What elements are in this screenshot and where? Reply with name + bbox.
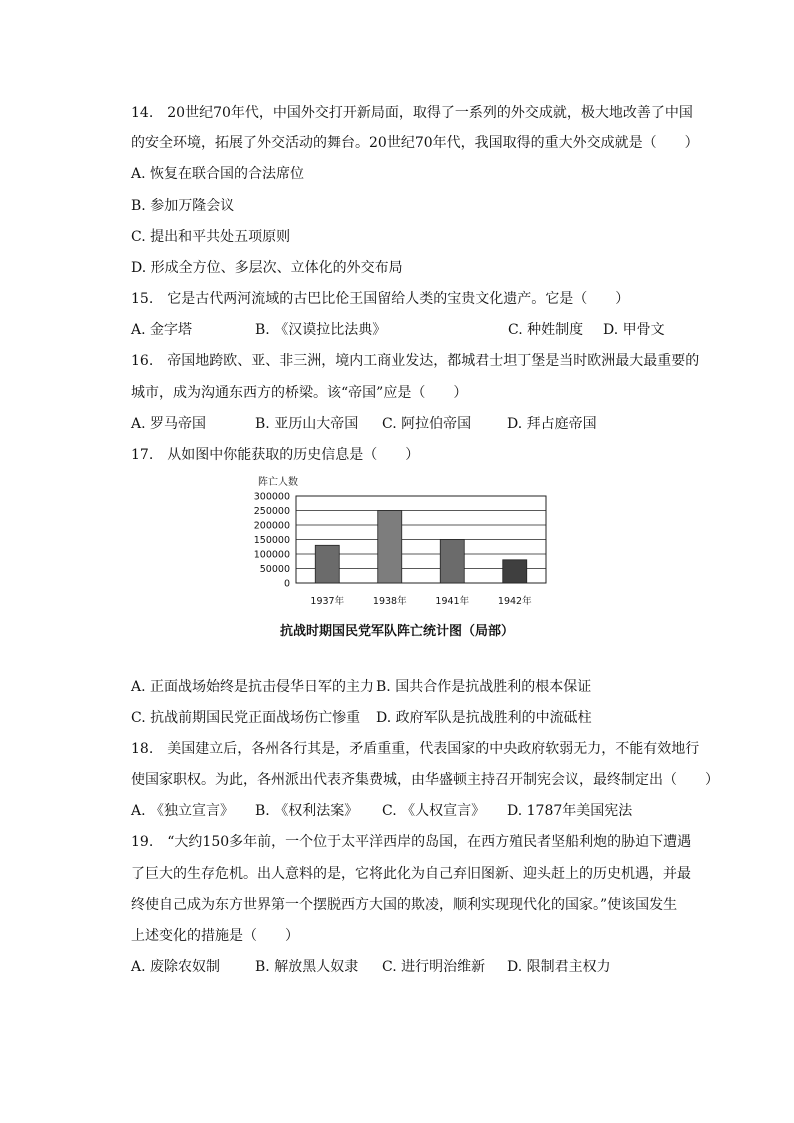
q14-stem-line2: 的安全环境，拓展了外交活动的舞台。20世纪70年代，我国取得的重大外交成就是（ ）: [131, 135, 699, 151]
q19-stem-line2: 了巨大的生存危机。出人意料的是，它将此化为自己弃旧图新、迎头赶上的历史机遇，并最: [131, 866, 691, 882]
q18-stem-line1: 18. 美国建立后，各州各行其是，矛盾重重，代表国家的中央政府软弱无力，不能有效地行: [131, 741, 700, 757]
chart-svg: [228, 470, 548, 620]
x-tick-label: 1938年: [372, 596, 407, 607]
q15-option-c: C. 种姓制度: [508, 322, 584, 338]
q16-option-a: A. 罗马帝国: [131, 416, 207, 432]
q19-option-a: A. 废除农奴制: [131, 959, 221, 975]
bar-1937年: [315, 545, 339, 583]
q19-stem-line3: 终使自己成为东方世界第一个摆脱西方大国的欺凌，顺利实现现代化的国家。”使该国发生: [131, 897, 678, 913]
q19-option-c: C. 进行明治维新: [382, 959, 486, 975]
bar-1942年: [503, 560, 527, 583]
q14-option-a: A. 恢复在联合国的合法席位: [131, 166, 305, 182]
y-tick-label: 250000: [253, 506, 290, 517]
q18-option-b: B. 《权利法案》: [255, 803, 359, 819]
q17-option-a: A. 正面战场始终是抗击侵华日军的主力: [131, 679, 375, 695]
chart-caption: 抗战时期国民党军队阵亡统计图（局部）: [279, 624, 514, 639]
q15-option-a: A. 金字塔: [131, 322, 193, 338]
q16-option-b: B. 亚历山大帝国: [255, 416, 359, 432]
q18-stem-line2: 使国家职权。为此，各州派出代表齐集费城，由华盛顿主持召开制宪会议，最终制定出（ ）: [131, 772, 719, 788]
q19-stem-line1: 19. “大约150多年前，一个位于太平洋西岸的岛国，在西方殖民者坚船利炮的胁迫下遭遇: [131, 834, 692, 850]
y-tick-label: 0: [283, 578, 290, 590]
q18-option-a: A. 《独立宣言》: [131, 803, 235, 819]
q18-option-c: C. 《人权宣言》: [382, 803, 486, 819]
q14-option-d: D. 形成全方位、多层次、立体化的外交布局: [131, 260, 403, 276]
q17-option-c: C. 抗战前期国民党正面战场伤亡惨重: [131, 710, 361, 726]
x-tick-label: 1941年: [435, 596, 470, 607]
bar-1941年: [440, 540, 464, 584]
q16-stem-line2: 城市，成为沟通东西方的桥梁。该“帝国”应是（ ）: [131, 385, 468, 401]
q16-option-c: C. 阿拉伯帝国: [382, 416, 472, 432]
q17-option-b: B. 国共合作是抗战胜利的根本保证: [376, 679, 592, 695]
y-axis-title: 阵亡人数: [258, 477, 298, 488]
q14-stem-line1: 14. 20世纪70年代，中国外交打开新局面，取得了一系列的外交成就，极大地改善了中国: [131, 105, 693, 121]
y-tick-label: 50000: [259, 564, 290, 575]
q17-option-d: D. 政府军队是抗战胜利的中流砥柱: [376, 710, 592, 726]
q14-option-b: B. 参加万隆会议: [131, 198, 235, 214]
bar-1938年: [378, 511, 402, 584]
q14-option-c: C. 提出和平共处五项原则: [131, 229, 291, 245]
x-tick-label: 1937年: [310, 596, 345, 607]
y-tick-label: 200000: [253, 520, 290, 532]
q19-stem-line4: 上述变化的措施是（ ）: [131, 928, 299, 944]
y-tick-label: 300000: [253, 491, 290, 503]
q19-option-d: D. 限制君主权力: [507, 959, 611, 975]
casualty-bar-chart: [228, 470, 548, 620]
y-tick-label: 150000: [253, 535, 290, 546]
q16-stem-line1: 16. 帝国地跨欧、亚、非三洲，境内工商业发达，都城君士坦丁堡是当时欧洲最大最重要的: [131, 353, 700, 369]
q18-option-d: D. 1787年美国宪法: [507, 803, 633, 819]
x-tick-label: 1942年: [497, 596, 532, 607]
y-tick-label: 100000: [253, 549, 290, 561]
q16-option-d: D. 拜占庭帝国: [507, 416, 597, 432]
q15-stem: 15. 它是古代两河流域的古巴比伦王国留给人类的宝贵文化遗产。它是（ ）: [131, 291, 630, 307]
q17-stem: 17. 从如图中你能获取的历史信息是（ ）: [131, 447, 420, 463]
q15-option-d: D. 甲骨文: [603, 322, 665, 338]
q19-option-b: B. 解放黑人奴隶: [255, 959, 359, 975]
q15-option-b: B. 《汉谟拉比法典》: [255, 322, 387, 338]
